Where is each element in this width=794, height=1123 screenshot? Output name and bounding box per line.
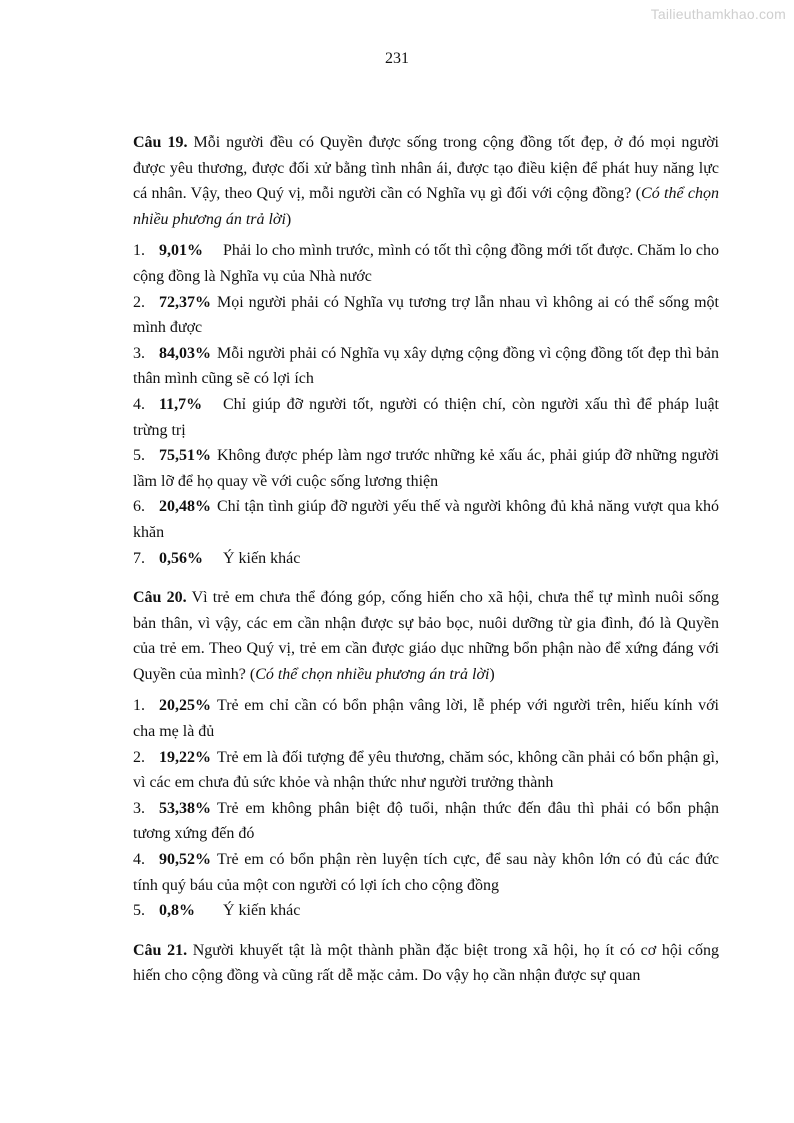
option-item [133, 693, 719, 744]
option-number: 3. [133, 799, 145, 817]
question-note: Có thể chọn nhiều phương án trả lời [255, 665, 490, 683]
option-percent: 53,38% [159, 799, 211, 817]
option-number: 6. [133, 498, 145, 516]
question-note: Có thể chọn nhiều phương án trả lời [133, 185, 719, 228]
option-item [133, 745, 719, 796]
question-20 [133, 585, 719, 687]
option-text: Mọi người phải có Nghĩa vụ tương trợ lẫn nhau vì không ai có thể sống một mình được [133, 293, 719, 337]
option-percent: 0,8% [159, 902, 195, 920]
option-item [133, 494, 719, 545]
question-text: Mỗi người đều có Quyền được sống trong cộng đồng tốt đẹp, ở đó mọi người được yêu thương, được đối xử bằng tình nhân ái, được tạo điều kiện để phát huy năng lực cá nhân. Vậy, theo Quý vị, mỗi người cần có Nghĩa vụ gì đối với cộng đồng? ( [133, 134, 720, 203]
option-item [133, 796, 719, 847]
option-number: 4. [133, 851, 145, 869]
option-text: Ý kiến khác [223, 549, 301, 567]
option-item [133, 898, 719, 924]
option-percent: 0,56% [159, 549, 203, 567]
option-text: Chỉ tận tình giúp đỡ người yếu thế và người không đủ khả năng vượt qua khó khăn [133, 498, 719, 541]
option-percent: 84,03% [159, 344, 211, 362]
option-number: 3. [133, 344, 145, 362]
option-percent: 75,51% [159, 447, 211, 465]
option-text: Phải lo cho mình trước, mình có tốt thì cộng đồng mới tốt được. Chăm lo cho cộng đồng là Nghĩa vụ của Nhà nước [133, 242, 720, 285]
option-number: 4. [133, 395, 145, 413]
option-item [133, 392, 719, 443]
option-percent: 90,52% [159, 851, 211, 869]
option-percent: 9,01% [159, 242, 203, 260]
option-number: 1. [133, 697, 145, 715]
option-text: Ý kiến khác [223, 902, 301, 920]
option-text: Trẻ em có bổn phận rèn luyện tích cực, để sau này khôn lớn có đủ các đức tính quý báu của một con người có lợi ích cho cộng đồng [133, 851, 719, 894]
option-text: Trẻ em chỉ cần có bổn phận vâng lời, lễ phép với người trên, hiếu kính với cha mẹ là đủ [133, 697, 719, 741]
question-text: Vì trẻ em chưa thể đóng góp, cống hiến cho xã hội, chưa thể tự mình nuôi sống bản thân, vì vậy, các em cần nhận được sự bảo bọc, nuôi dưỡng từ gia đình, đó là Quyền của trẻ em. Theo Quý vị, trẻ em cần được giáo dục những bổn phận nào để xứng đáng với Quyền của mình? ( [133, 589, 720, 683]
option-number: 2. [133, 748, 145, 766]
watermark: Tailieuthamkhao.com [650, 6, 786, 22]
question-19 [133, 130, 719, 232]
option-number: 2. [133, 293, 145, 311]
question-title: Câu 19. [133, 134, 188, 151]
question-title: Câu 20. [133, 589, 187, 607]
option-percent: 19,22% [159, 748, 211, 766]
question-21 [133, 938, 719, 989]
question-title: Câu 21. [133, 941, 188, 959]
option-number: 5. [133, 447, 145, 465]
option-number: 7. [133, 549, 145, 567]
option-percent: 20,25% [159, 697, 211, 715]
option-text: Chỉ giúp đỡ người tốt, người có thiện chí, còn người xấu thì để pháp luật trừng trị [133, 395, 719, 439]
option-percent: 11,7% [159, 395, 203, 413]
option-text: Trẻ em là đối tượng để yêu thương, chăm sóc, không cần phải có bổn phận gì, vì các em chưa đủ sức khỏe và nhận thức như người trưởng thành [133, 748, 719, 792]
option-percent: 72,37% [159, 293, 211, 311]
option-text: Không được phép làm ngơ trước những kẻ xấu ác, phải giúp đỡ những người lầm lỡ để họ quay về với cuộc sống lương thiện [133, 447, 719, 490]
option-item [133, 290, 719, 341]
option-text: Mỗi người phải có Nghĩa vụ xây dựng cộng đồng vì cộng đồng tốt đẹp thì bản thân mình cũng sẽ có lợi ích [133, 344, 719, 388]
option-number: 5. [133, 902, 145, 920]
option-item [133, 341, 719, 392]
question-close: ) [285, 210, 292, 228]
page-number: 231 [385, 50, 409, 67]
option-item [133, 238, 719, 289]
option-percent: 20,48% [159, 498, 211, 516]
option-item [133, 546, 719, 572]
option-number: 1. [133, 242, 145, 260]
option-text: Trẻ em không phân biệt độ tuổi, nhận thức đến đâu thì phải có bổn phận tương xứng đến đó [133, 799, 719, 843]
question-close: ) [489, 665, 495, 683]
question-text: Người khuyết tật là một thành phần đặc biệt trong xã hội, họ ít có cơ hội cống hiến cho cộng đồng và cũng rất dễ mặc cảm. Do vậy họ cần nhận được sự quan [133, 941, 719, 985]
document-body [133, 130, 719, 995]
option-item [133, 847, 719, 898]
option-item [133, 443, 719, 494]
